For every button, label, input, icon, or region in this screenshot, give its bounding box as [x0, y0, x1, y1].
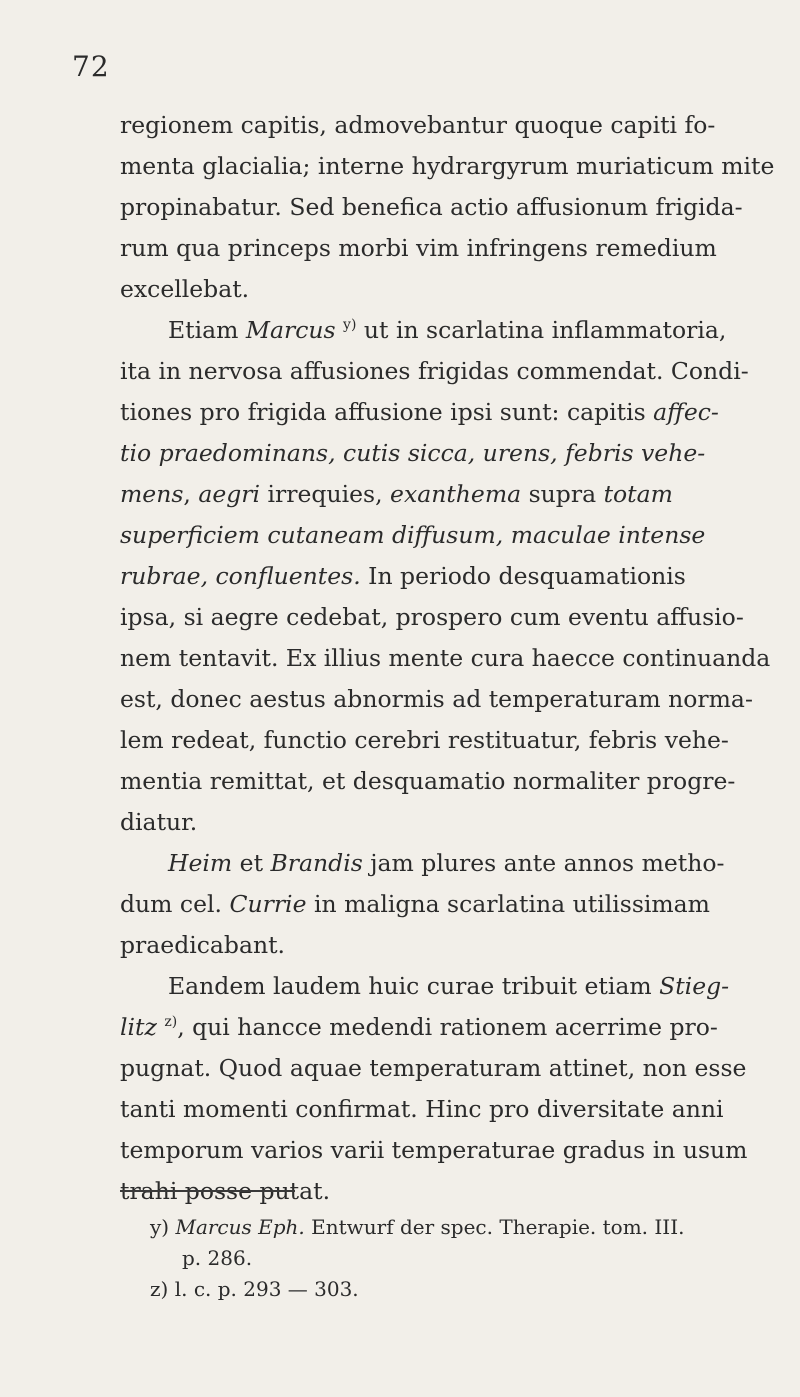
text-line: tiones pro frigida affusione ipsi sunt: capitis affec-: [120, 398, 719, 426]
text-line: tanti momenti confirmat. Hinc pro diversitate anni: [120, 1095, 724, 1123]
footnotes: [150, 1212, 760, 1305]
text-line: rum qua princeps morbi vim infringens remedium: [120, 234, 717, 262]
author-name: Currie: [229, 890, 307, 918]
author-name: Stieg-: [659, 972, 730, 1000]
text-line: nem tentavit. Ex illius mente cura haecce continuanda: [120, 644, 771, 672]
text-line: superficiem cutaneam diffusum, maculae intense: [120, 521, 706, 549]
text-line: Heim et Brandis jam plures ante annos metho-: [168, 849, 725, 877]
footnote-y: y) Marcus Eph. Entwurf der spec. Therapie. tom. III.: [150, 1215, 685, 1239]
text-line: est, donec aestus abnormis ad temperaturam norma-: [120, 685, 753, 713]
text-line: praedicabant.: [120, 931, 286, 959]
text-line: ipsa, si aegre cedebat, prospero cum eventu affusio-: [120, 603, 744, 631]
page-number: 72: [72, 50, 110, 83]
footnote-y-page: p. 286.: [182, 1246, 253, 1270]
text-line: regionem capitis, admovebantur quoque capiti fo-: [120, 111, 716, 139]
text-line: mentia remittat, et desquamatio normaliter progre-: [120, 767, 736, 795]
footnote-ref: z): [164, 1014, 178, 1030]
author-name: Heim: [168, 849, 233, 877]
text-line: Eandem laudem huic curae tribuit etiam Stieg-: [168, 972, 730, 1000]
author-name: Brandis: [270, 849, 363, 877]
text-line: diatur.: [120, 808, 198, 836]
text-line: trahi posse putat.: [120, 1177, 331, 1205]
text-line: pugnat. Quod aquae temperaturam attinet, non esse: [120, 1054, 747, 1082]
text-line: ita in nervosa affusiones frigidas commendat. Condi-: [120, 357, 749, 385]
text-line: litz $^{z)}$, qui hancce medendi rationem acerrime pro-: [120, 1013, 718, 1041]
footnote-divider: [120, 1190, 295, 1192]
text-line: Etiam Marcus $^{y)}$ ut in scarlatina inflammatoria,: [168, 316, 727, 344]
text-line: excellebat.: [120, 275, 250, 303]
text-line: menta glacialia; interne hydrargyrum muriaticum mite: [120, 152, 775, 180]
text-line: dum cel. Currie in maligna scarlatina utilissimam: [120, 890, 710, 918]
footnote-ref: y): [343, 317, 357, 333]
author-name: Marcus Eph.: [175, 1215, 305, 1239]
text-line: temporum varios varii temperaturae gradus in usum: [120, 1136, 748, 1164]
author-name: litz: [120, 1013, 157, 1041]
text-line: tio praedominans, cutis sicca, urens, febris vehe-: [120, 439, 706, 467]
body-text: [120, 105, 775, 1212]
text-line: mens, aegri irrequies, exanthema supra totam: [120, 480, 673, 508]
author-name: Marcus: [245, 316, 336, 344]
text-line: propinabatur. Sed benefica actio affusionum frigida-: [120, 193, 743, 221]
footnote-z: z) l. c. p. 293 — 303.: [150, 1277, 359, 1301]
text-line: lem redeat, functio cerebri restituatur, febris vehe-: [120, 726, 729, 754]
text-line: rubrae, confluentes. In periodo desquamationis: [120, 562, 686, 590]
